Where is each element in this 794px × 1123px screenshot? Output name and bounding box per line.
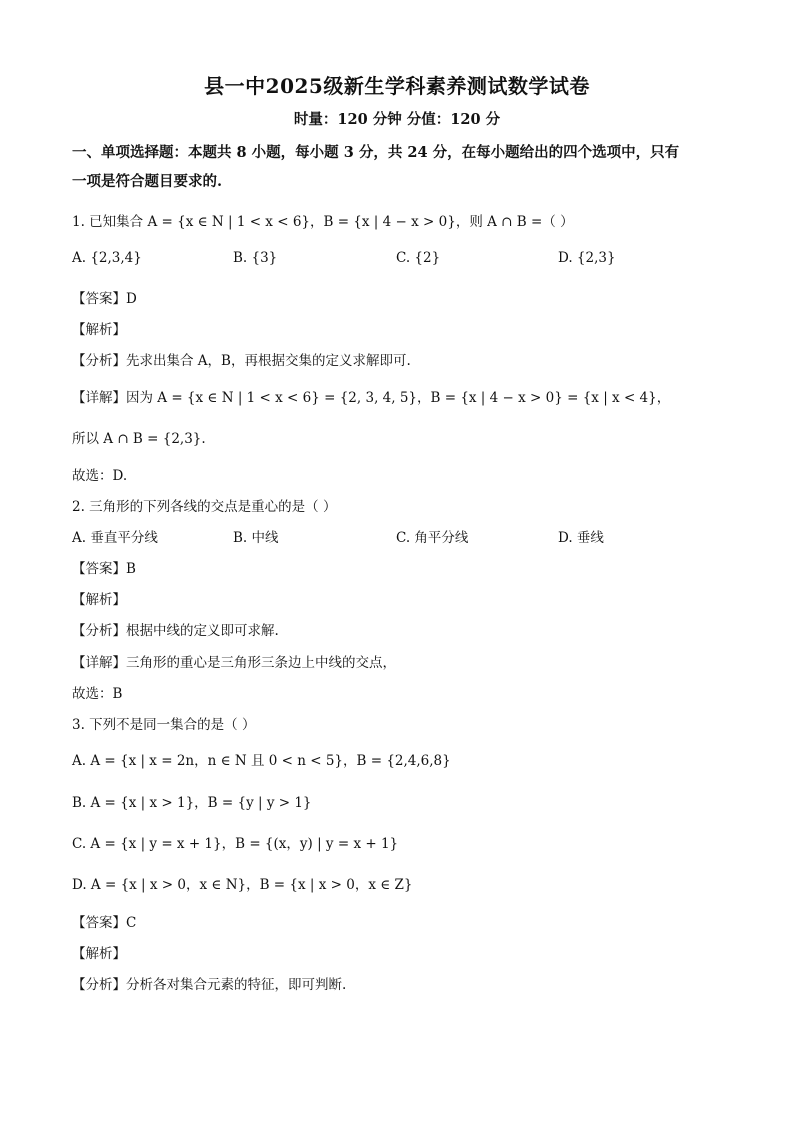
exam-time-score: 时量：120 分钟 分值：120 分 (293, 111, 501, 128)
q2-option-c: C. 角平分线 (396, 530, 469, 546)
q2-jiexi-label: 【解析】 (72, 592, 126, 608)
q3-answer: 【答案】C (72, 915, 137, 931)
q1-jiexi-label: 【解析】 (72, 322, 126, 338)
q1-analysis: 【分析】先求出集合 A，B，再根据交集的定义求解即可. (72, 353, 411, 369)
question-1-stem: 1. 已知集合 A = {x ∈ N | 1 < x < 6}，B = {x | 4 − x > 0}，则 A ∩ B =（ ） (72, 214, 574, 230)
q2-answer: 【答案】B (72, 561, 136, 577)
q1-choice: 故选：D. (72, 468, 128, 484)
question-2-stem: 2. 三角形的下列各线的交点是重心的是（ ） (72, 499, 337, 515)
section-heading-line1: 一、单项选择题：本题共 8 小题，每小题 3 分，共 24 分，在每小题给出的四个选项中，只有 (72, 144, 680, 161)
q1-conclusion: 所以 A ∩ B = {2,3}. (72, 431, 206, 447)
q2-choice: 故选：B (72, 686, 123, 702)
q1-option-a: A. {2,3,4} (72, 250, 142, 266)
question-3-stem: 3. 下列不是同一集合的是（ ） (72, 717, 256, 733)
q1-detail: 【详解】因为 A = {x ∈ N | 1 < x < 6} = {2, 3, 4, 5}，B = {x | 4 − x > 0} = {x | x < 4}， (72, 390, 671, 406)
q2-option-b: B. 中线 (233, 530, 279, 546)
q1-option-c: C. {2} (396, 250, 441, 266)
section-heading-line2: 一项是符合题目要求的. (72, 173, 223, 190)
q2-detail: 【详解】三角形的重心是三角形三条边上中线的交点， (72, 655, 396, 671)
q1-answer: 【答案】D (72, 291, 137, 307)
q3-option-a: A. A = {x | x = 2n，n ∈ N 且 0 < n < 5}，B = {2,4,6,8} (72, 753, 451, 769)
q3-option-c: C. A = {x | y = x + 1}，B = {(x，y) | y = x + 1} (72, 836, 399, 852)
q1-option-b: B. {3} (233, 250, 278, 266)
q1-option-d: D. {2,3} (558, 250, 616, 266)
q3-option-b: B. A = {x | x > 1}，B = {y | y > 1} (72, 795, 312, 811)
q2-option-a: A. 垂直平分线 (72, 530, 158, 546)
q3-jiexi-label: 【解析】 (72, 946, 126, 962)
page-title: 县一中2025级新生学科素养测试数学试卷 (204, 74, 590, 98)
q3-analysis: 【分析】分析各对集合元素的特征，即可判断. (72, 977, 347, 993)
q2-option-d: D. 垂线 (558, 530, 604, 546)
q2-analysis: 【分析】根据中线的定义即可求解. (72, 623, 279, 639)
q3-option-d: D. A = {x | x > 0，x ∈ N}，B = {x | x > 0，x ∈ Z} (72, 877, 413, 893)
